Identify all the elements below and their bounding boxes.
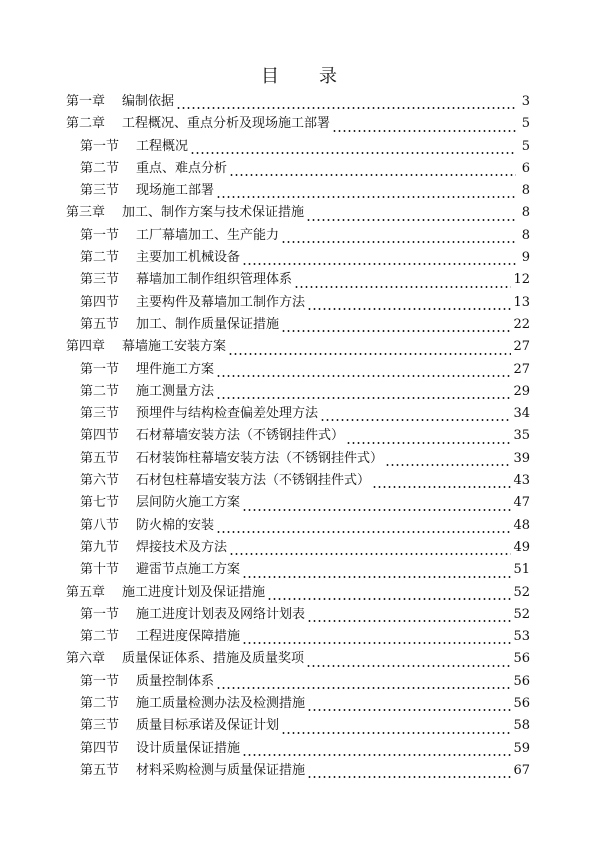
toc-section-entry[interactable] — [66, 537, 530, 559]
toc-chapter-entry[interactable] — [66, 202, 530, 224]
toc-entry-title: 埋件施工方案 — [136, 361, 215, 377]
toc-page-number: 58 — [513, 718, 530, 734]
toc-section-entry[interactable] — [66, 359, 530, 381]
dot-leader — [281, 330, 511, 332]
toc-page-number: 5 — [521, 116, 530, 132]
dot-leader — [229, 553, 511, 555]
toc-entry-title: 避雷节点施工方案 — [136, 562, 241, 578]
toc-section-entry[interactable] — [66, 626, 530, 648]
toc-page-number: 6 — [521, 160, 530, 176]
toc-entry-label: 第三节 — [80, 718, 120, 734]
toc-section-entry[interactable] — [66, 403, 530, 425]
dot-leader — [320, 419, 511, 421]
toc-section-entry[interactable] — [66, 180, 530, 202]
toc-entry-title: 施工测量方法 — [136, 383, 215, 399]
toc-page-number: 5 — [521, 138, 530, 154]
toc-entry-label: 第三节 — [80, 183, 120, 199]
toc-entry-title: 施工质量检测办法及检测措施 — [136, 696, 306, 712]
toc-entry-label: 第一节 — [80, 227, 120, 243]
toc-entry-label: 第一节 — [80, 673, 120, 689]
dot-leader — [306, 219, 516, 221]
toc-page-number: 53 — [513, 629, 530, 645]
toc-entry-title: 主要加工机械设备 — [136, 250, 241, 266]
toc-entry-title: 焊接技术及方法 — [136, 539, 228, 555]
title-char-1: 目 — [261, 66, 281, 87]
dot-leader — [190, 152, 516, 154]
toc-entry-title: 防火棉的安装 — [136, 517, 215, 533]
dot-leader — [281, 241, 516, 243]
toc-entry-title: 加工、制作质量保证措施 — [136, 316, 280, 332]
toc-section-entry[interactable] — [66, 158, 530, 180]
toc-chapter-entry[interactable] — [66, 582, 530, 604]
toc-entry-label: 第二节 — [80, 383, 120, 399]
toc-section-entry[interactable] — [66, 559, 530, 581]
toc-entry-label: 第一节 — [80, 606, 120, 622]
toc-section-entry[interactable] — [66, 604, 530, 626]
toc-page-number: 67 — [513, 762, 530, 778]
toc-entry-title: 工程概况 — [136, 138, 189, 154]
toc-entry-title: 石材幕墙安装方法（不锈钢挂件式） — [136, 428, 345, 444]
toc-entry-title: 预埋件与结构检查偏差处理方法 — [136, 406, 319, 422]
toc-entry-label: 第九节 — [80, 539, 120, 555]
toc-entry-title: 设计质量保证措施 — [136, 740, 241, 756]
toc-chapter-entry[interactable] — [66, 336, 530, 358]
toc-page-number: 8 — [521, 205, 530, 221]
toc-entry-label: 第四节 — [80, 294, 120, 310]
dot-leader — [216, 531, 511, 533]
toc-entry-label: 第二节 — [80, 629, 120, 645]
toc-section-entry[interactable] — [66, 715, 530, 737]
toc-entry-label: 第五章 — [66, 584, 106, 600]
toc-section-entry[interactable] — [66, 470, 530, 492]
toc-entry-title: 施工进度计划表及网络计划表 — [136, 606, 306, 622]
toc-page-number: 51 — [513, 562, 530, 578]
toc-entry-label: 第一节 — [80, 361, 120, 377]
toc-section-entry[interactable] — [66, 225, 530, 247]
toc-entry-title: 加工、制作方案与技术保证措施 — [122, 205, 305, 221]
toc-entry-label: 第八节 — [80, 517, 120, 533]
toc-page-number: 56 — [513, 696, 530, 712]
toc-entry-title: 现场施工部署 — [136, 183, 215, 199]
dot-leader — [306, 665, 511, 667]
toc-entry-title: 质量目标承诺及保证计划 — [136, 718, 280, 734]
toc-entry-label: 第七节 — [80, 495, 120, 511]
toc-section-entry[interactable] — [66, 671, 530, 693]
toc-page-number: 8 — [521, 227, 530, 243]
dot-leader — [242, 576, 511, 578]
toc-page-number: 27 — [513, 339, 530, 355]
toc-entry-label: 第四节 — [80, 740, 120, 756]
toc-entry-title: 石材装饰柱幕墙安装方法（不锈钢挂件式） — [136, 450, 384, 466]
toc-entry-title: 施工进度计划及保证措施 — [122, 584, 266, 600]
toc-entry-label: 第三节 — [80, 272, 120, 288]
toc-chapter-entry[interactable] — [66, 113, 530, 135]
toc-entry-label: 第二节 — [80, 160, 120, 176]
toc-entry-title: 质量保证体系、措施及质量奖项 — [122, 651, 305, 667]
toc-page-number: 39 — [513, 450, 530, 466]
toc-entry-label: 第五节 — [80, 762, 120, 778]
dot-leader — [307, 308, 511, 310]
toc-page-number: 35 — [513, 428, 530, 444]
toc-page-number: 8 — [521, 183, 530, 199]
toc-entry-label: 第六节 — [80, 473, 120, 489]
toc-chapter-entry[interactable] — [66, 648, 530, 670]
toc-section-entry[interactable] — [66, 693, 530, 715]
dot-leader — [242, 642, 511, 644]
toc-section-entry[interactable] — [66, 738, 530, 760]
toc-page-number: 22 — [513, 316, 530, 332]
dot-leader — [216, 375, 511, 377]
dot-leader — [307, 709, 511, 711]
toc-page-number: 56 — [513, 651, 530, 667]
toc-section-entry[interactable] — [66, 136, 530, 158]
toc-section-entry[interactable] — [66, 247, 530, 269]
dot-leader — [242, 754, 511, 756]
dot-leader — [216, 196, 516, 198]
title-char-2: 录 — [319, 66, 339, 87]
toc-entry-title: 材料采购检测与质量保证措施 — [136, 762, 306, 778]
toc-page-number: 49 — [513, 539, 530, 555]
dot-leader — [307, 620, 511, 622]
dot-leader — [242, 509, 511, 511]
toc-entry-title: 层间防火施工方案 — [136, 495, 241, 511]
toc-section-entry[interactable] — [66, 760, 530, 782]
toc-entry-label: 第二章 — [66, 116, 106, 132]
toc-entry-title: 主要构件及幕墙加工制作方法 — [136, 294, 306, 310]
toc-entry-label: 第四章 — [66, 339, 106, 355]
toc-chapter-entry[interactable] — [66, 91, 530, 113]
toc-section-entry[interactable] — [66, 292, 530, 314]
toc-page-number: 3 — [521, 94, 530, 109]
dot-leader — [385, 464, 511, 466]
toc-entry-title: 幕墙施工安装方案 — [122, 339, 227, 355]
toc-page-number: 29 — [513, 383, 530, 399]
toc-entry-title: 工程进度保障措施 — [136, 629, 241, 645]
toc-section-entry[interactable] — [66, 425, 530, 447]
toc-page-number: 48 — [513, 517, 530, 533]
toc-entry-label: 第一节 — [80, 138, 120, 154]
toc-section-entry[interactable] — [66, 381, 530, 403]
toc-entry-label: 第四节 — [80, 428, 120, 444]
toc-section-entry[interactable] — [66, 492, 530, 514]
toc-page-number: 9 — [521, 250, 530, 266]
dot-leader — [281, 732, 511, 734]
toc-entry-label: 第五节 — [80, 450, 120, 466]
toc-entry-label: 第一章 — [66, 94, 106, 109]
toc-entry-label: 第六章 — [66, 651, 106, 667]
toc-entry-title: 幕墙加工制作组织管理体系 — [136, 272, 293, 288]
toc-entry-label: 第三章 — [66, 205, 106, 221]
toc-entry-title: 石材包柱幕墙安装方法（不锈钢挂件式） — [136, 473, 371, 489]
toc-page-number: 52 — [513, 606, 530, 622]
toc-entry-title: 编制依据 — [122, 94, 175, 109]
toc-page-number: 47 — [513, 495, 530, 511]
dot-leader — [176, 107, 516, 109]
toc-section-entry[interactable] — [66, 515, 530, 537]
toc-section-entry[interactable] — [66, 314, 530, 336]
dot-leader — [228, 353, 511, 355]
dot-leader — [242, 263, 516, 265]
dot-leader — [294, 286, 511, 288]
toc-page-number: 13 — [513, 294, 530, 310]
toc-entry-title: 重点、难点分析 — [136, 160, 228, 176]
toc-entry-title: 工程概况、重点分析及现场施工部署 — [122, 116, 331, 132]
dot-leader — [216, 397, 511, 399]
dot-leader — [372, 486, 511, 488]
toc-page-number: 56 — [513, 673, 530, 689]
toc-page-number: 59 — [513, 740, 530, 756]
toc-page-number: 27 — [513, 361, 530, 377]
toc-page-number: 52 — [513, 584, 530, 600]
toc-section-entry[interactable] — [66, 269, 530, 291]
toc-page-number: 43 — [513, 473, 530, 489]
toc-section-entry[interactable] — [66, 448, 530, 470]
toc-entry-label: 第十节 — [80, 562, 120, 578]
dot-leader — [307, 776, 511, 778]
dot-leader — [332, 130, 516, 132]
toc-entry-label: 第五节 — [80, 316, 120, 332]
toc-page-number: 12 — [513, 272, 530, 288]
dot-leader — [229, 174, 516, 176]
dot-leader — [346, 442, 511, 444]
dot-leader — [216, 687, 511, 689]
toc-entry-label: 第二节 — [80, 250, 120, 266]
toc-entry-title: 工厂幕墙加工、生产能力 — [136, 227, 280, 243]
table-of-contents — [66, 91, 530, 782]
toc-entry-label: 第三节 — [80, 406, 120, 422]
dot-leader — [267, 598, 511, 600]
page-title — [0, 62, 600, 88]
toc-page-number: 34 — [513, 406, 530, 422]
toc-entry-label: 第二节 — [80, 696, 120, 712]
toc-entry-title: 质量控制体系 — [136, 673, 215, 689]
